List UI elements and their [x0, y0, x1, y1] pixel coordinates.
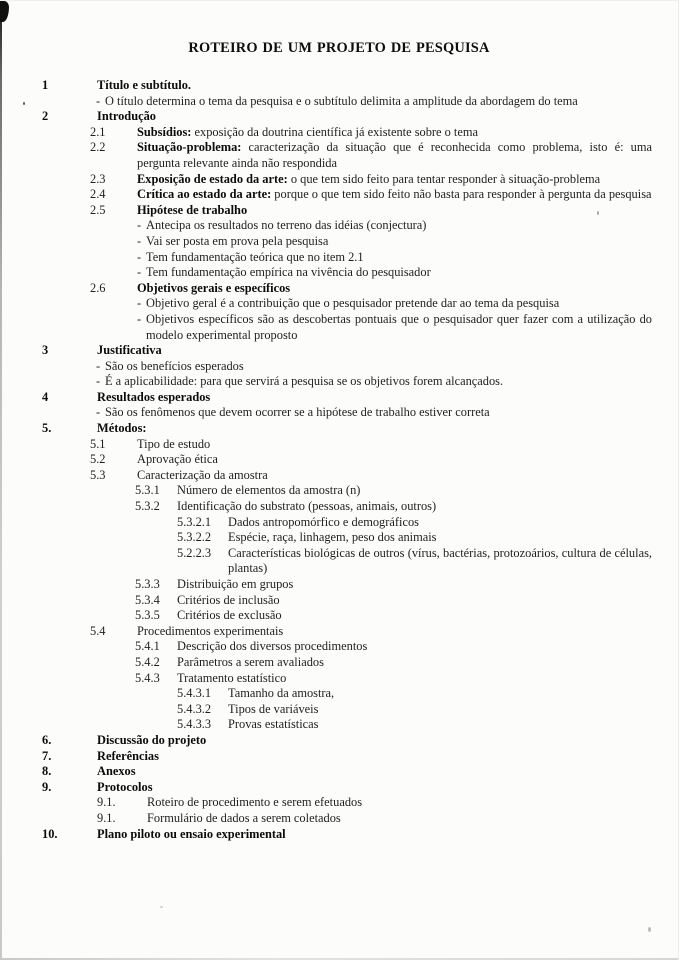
outline-item-number: 2.6: [90, 280, 106, 295]
scan-artifact-speck: [23, 102, 25, 105]
dash-bullet: -: [137, 233, 142, 248]
outline-item-text: O título determina o tema da pesquisa e o subtítulo delimita a amplitude da abordagem do tema: [105, 93, 578, 108]
outline-item-text: Número de elementos da amostra (n): [177, 483, 361, 498]
outline-item-number: 10.: [42, 826, 58, 841]
outline-note: [0, 234, 678, 250]
outline-item-text: Situação-problema: caracterização da situação que é reconhecida como problema, isto é: uma pergunta relevante ainda não respondida: [137, 140, 652, 170]
outline-item-number: 2.5: [90, 202, 106, 217]
outline-item-text: Tipo de estudo: [137, 436, 211, 451]
outline-item-text: Referências: [97, 748, 159, 763]
outline-item-5.2: [0, 452, 678, 468]
outline-item-text: Características biológicas de outros (vírus, bactérias, protozoários, cultura de células, plantas): [228, 545, 652, 576]
outline-item-2.3: [0, 172, 678, 188]
outline-item-number: 5.4.3.1: [177, 686, 212, 701]
outline-item-number: 5.3.2.1: [177, 514, 212, 529]
outline-item-text: Vai ser posta em prova pela pesquisa: [146, 233, 329, 248]
outline-item-5.3.3: [0, 577, 678, 593]
outline-item-number: 5.3.3: [135, 577, 160, 591]
outline-item-number: 5.4: [90, 623, 106, 638]
outline-item-text: Dados antropomórfico e demográficos: [228, 514, 419, 529]
outline-item-5.4.3.3: [0, 717, 678, 733]
outline-item-number: 2: [42, 109, 49, 124]
outline-item-text: São os fenômenos que devem ocorrer se a hipótese de trabalho estiver correta: [105, 405, 490, 420]
outline-item-5.3.2: [0, 499, 678, 515]
outline-item-text: Aprovação ética: [137, 452, 218, 467]
outline-item-5.3.1: [0, 483, 678, 499]
outline-item-5.4: [0, 624, 678, 640]
scan-artifact-speck: [597, 211, 599, 215]
dash-bullet: -: [137, 218, 142, 233]
outline-item-number: 2.3: [90, 171, 106, 186]
outline-note: [0, 94, 678, 110]
outline-item-number: 4: [42, 389, 49, 404]
outline-item-text: Subsídios: exposição da doutrina científica já existente sobre o tema: [137, 124, 479, 139]
outline-item-text: Procedimentos experimentais: [137, 623, 284, 638]
outline-item-5.2.2.3: [0, 546, 678, 577]
outline-item-text: Distribuição em grupos: [177, 577, 294, 591]
outline-item-2: [0, 109, 678, 125]
outline-item-number: 5.: [42, 421, 52, 436]
document-title: ROTEIRO DE UM PROJETO DE PESQUISA: [188, 40, 490, 56]
outline-note: [0, 265, 678, 281]
outline-item-number: 5.4.1: [135, 639, 160, 654]
outline-item-number: 9.1.: [97, 795, 116, 810]
outline-item-text: Título e subtítulo.: [97, 78, 191, 92]
outline-item-text: São os benefícios esperados: [105, 358, 244, 373]
outline-item-5.4.1: [0, 639, 678, 655]
scan-artifact-speck: [648, 927, 651, 932]
outline-item-3: [0, 343, 678, 359]
outline-item-number: 5.2.2.3: [177, 545, 212, 560]
scan-artifact-speck: [160, 906, 163, 908]
outline-item-number: 5.3.2: [135, 499, 160, 514]
outline-note: [0, 312, 678, 343]
outline-item-text: Caracterização da amostra: [137, 467, 268, 482]
outline-item-text: Tratamento estatístico: [177, 670, 287, 685]
dash-bullet: -: [137, 265, 142, 280]
outline-item-number: 2.1: [90, 124, 106, 139]
outline-note: [0, 218, 678, 234]
outline-item-number: 5.4.3: [135, 670, 160, 685]
outline-item-5.3.2.2: [0, 530, 678, 546]
outline-item-number: 2.2: [90, 140, 106, 155]
outline-item-10.: [0, 827, 678, 843]
outline-item-9.1.: [0, 795, 678, 811]
outline-item-text: Espécie, raça, linhagem, peso dos animais: [228, 530, 437, 545]
outline-item-2.2: [0, 140, 678, 171]
outline-item-text: Parâmetros a serem avaliados: [177, 654, 324, 669]
outline-item-text: Resultados esperados: [97, 389, 211, 404]
outline-item-number: 5.3.4: [135, 592, 160, 607]
outline-item-number: 6.: [42, 732, 52, 747]
dash-bullet: -: [137, 311, 142, 326]
outline-item-5.3: [0, 468, 678, 484]
outline-item-5.: [0, 421, 678, 437]
dash-bullet: -: [96, 374, 101, 389]
outline-note: [0, 374, 678, 390]
outline-item-2.5: [0, 203, 678, 219]
outline-item-number: 7.: [42, 748, 52, 763]
outline-item-number: 5.3: [90, 467, 106, 482]
outline-item-2.6: [0, 281, 678, 297]
outline-item-text: Tipos de variáveis: [228, 701, 319, 716]
outline-item-4: [0, 390, 678, 406]
outline-item-text: Antecipa os resultados no terreno das idéias (conjectura): [146, 218, 427, 233]
outline-item-text: Identificação do substrato (pessoas, animais, outros): [177, 499, 437, 514]
outline-item-text: Objetivo geral é a contribuição que o pesquisador pretende dar ao tema da pesquisa: [146, 296, 560, 311]
outline-item-number: 3: [42, 343, 49, 358]
dash-bullet: -: [137, 296, 142, 311]
outline-item-5.3.4: [0, 593, 678, 609]
outline-item-number: 1: [42, 78, 49, 92]
outline-item-text: Critérios de exclusão: [177, 608, 282, 623]
outline-item-number: 2.4: [90, 187, 106, 202]
outline-item-number: 5.3.1: [135, 483, 160, 498]
document-outline: [0, 78, 678, 842]
outline-note: [0, 296, 678, 312]
outline-item-text: É a aplicabilidade: para que servirá a pesquisa se os objetivos forem alcançados.: [105, 374, 504, 389]
outline-item-9.: [0, 780, 678, 796]
outline-item-1: [0, 78, 678, 94]
outline-item-text: Introdução: [97, 109, 156, 124]
outline-item-number: 5.4.2: [135, 654, 160, 669]
outline-item-number: 9.: [42, 779, 52, 794]
outline-item-text: Provas estatísticas: [228, 717, 319, 732]
outline-item-5.4.3.1: [0, 686, 678, 702]
outline-item-text: Crítica ao estado da arte: porque o que tem sido feito não basta para responder à pergunta da pesquisa: [137, 187, 652, 202]
outline-item-7.: [0, 749, 678, 765]
outline-item-text: Tem fundamentação teórica que no item 2.1: [146, 249, 364, 264]
outline-item-5.4.3: [0, 671, 678, 687]
outline-item-text: Tamanho da amostra,: [228, 686, 335, 701]
outline-item-5.4.2: [0, 655, 678, 671]
outline-item-text: Plano piloto ou ensaio experimental: [97, 826, 286, 841]
outline-item-number: 5.4.3.3: [177, 717, 212, 732]
outline-item-number: 8.: [42, 764, 52, 779]
outline-item-6.: [0, 733, 678, 749]
outline-item-number: 9.1.: [97, 810, 116, 825]
outline-item-5.1: [0, 437, 678, 453]
outline-item-text: Discussão do projeto: [97, 732, 207, 747]
dash-bullet: -: [96, 93, 101, 108]
outline-item-text: Métodos:: [97, 421, 147, 436]
outline-item-text: Roteiro de procedimento e serem efetuados: [147, 795, 363, 810]
outline-item-number: 5.3.2.2: [177, 530, 212, 545]
dash-bullet: -: [96, 405, 101, 420]
outline-item-text: Exposição de estado da arte: o que tem sido feito para tentar responder à situação-problema: [137, 171, 601, 186]
outline-item-text: Formulário de dados a serem coletados: [147, 810, 341, 825]
outline-item-2.4: [0, 187, 678, 203]
outline-item-text: Hipótese de trabalho: [137, 202, 248, 217]
outline-item-text: Objetivos gerais e específicos: [137, 280, 291, 295]
scan-artifact-left-edge: [0, 1, 2, 960]
outline-item-5.4.3.2: [0, 702, 678, 718]
outline-item-2.1: [0, 125, 678, 141]
outline-note: [0, 405, 678, 421]
outline-item-5.3.5: [0, 608, 678, 624]
outline-item-text: Anexos: [97, 764, 136, 779]
outline-item-9.1.: [0, 811, 678, 827]
outline-item-text: Tem fundamentação empírica na vivência do pesquisador: [146, 265, 431, 280]
outline-item-5.3.2.1: [0, 515, 678, 531]
outline-note: [0, 250, 678, 266]
outline-note: [0, 359, 678, 375]
outline-item-text: Justificativa: [97, 343, 162, 358]
outline-item-text: Descrição dos diversos procedimentos: [177, 639, 368, 654]
outline-item-8.: [0, 764, 678, 780]
dash-bullet: -: [137, 249, 142, 264]
outline-item-number: 5.3.5: [135, 608, 160, 623]
outline-item-text: Critérios de inclusão: [177, 592, 280, 607]
outline-item-number: 5.2: [90, 452, 106, 467]
outline-item-number: 5.1: [90, 436, 106, 451]
outline-item-number: 5.4.3.2: [177, 701, 212, 716]
dash-bullet: -: [96, 358, 101, 373]
outline-item-text: Objetivos específicos são as descobertas pontuais que o pesquisador quer fazer com a utilização do modelo experimental proposto: [146, 311, 652, 342]
outline-item-text: Protocolos: [97, 779, 153, 794]
